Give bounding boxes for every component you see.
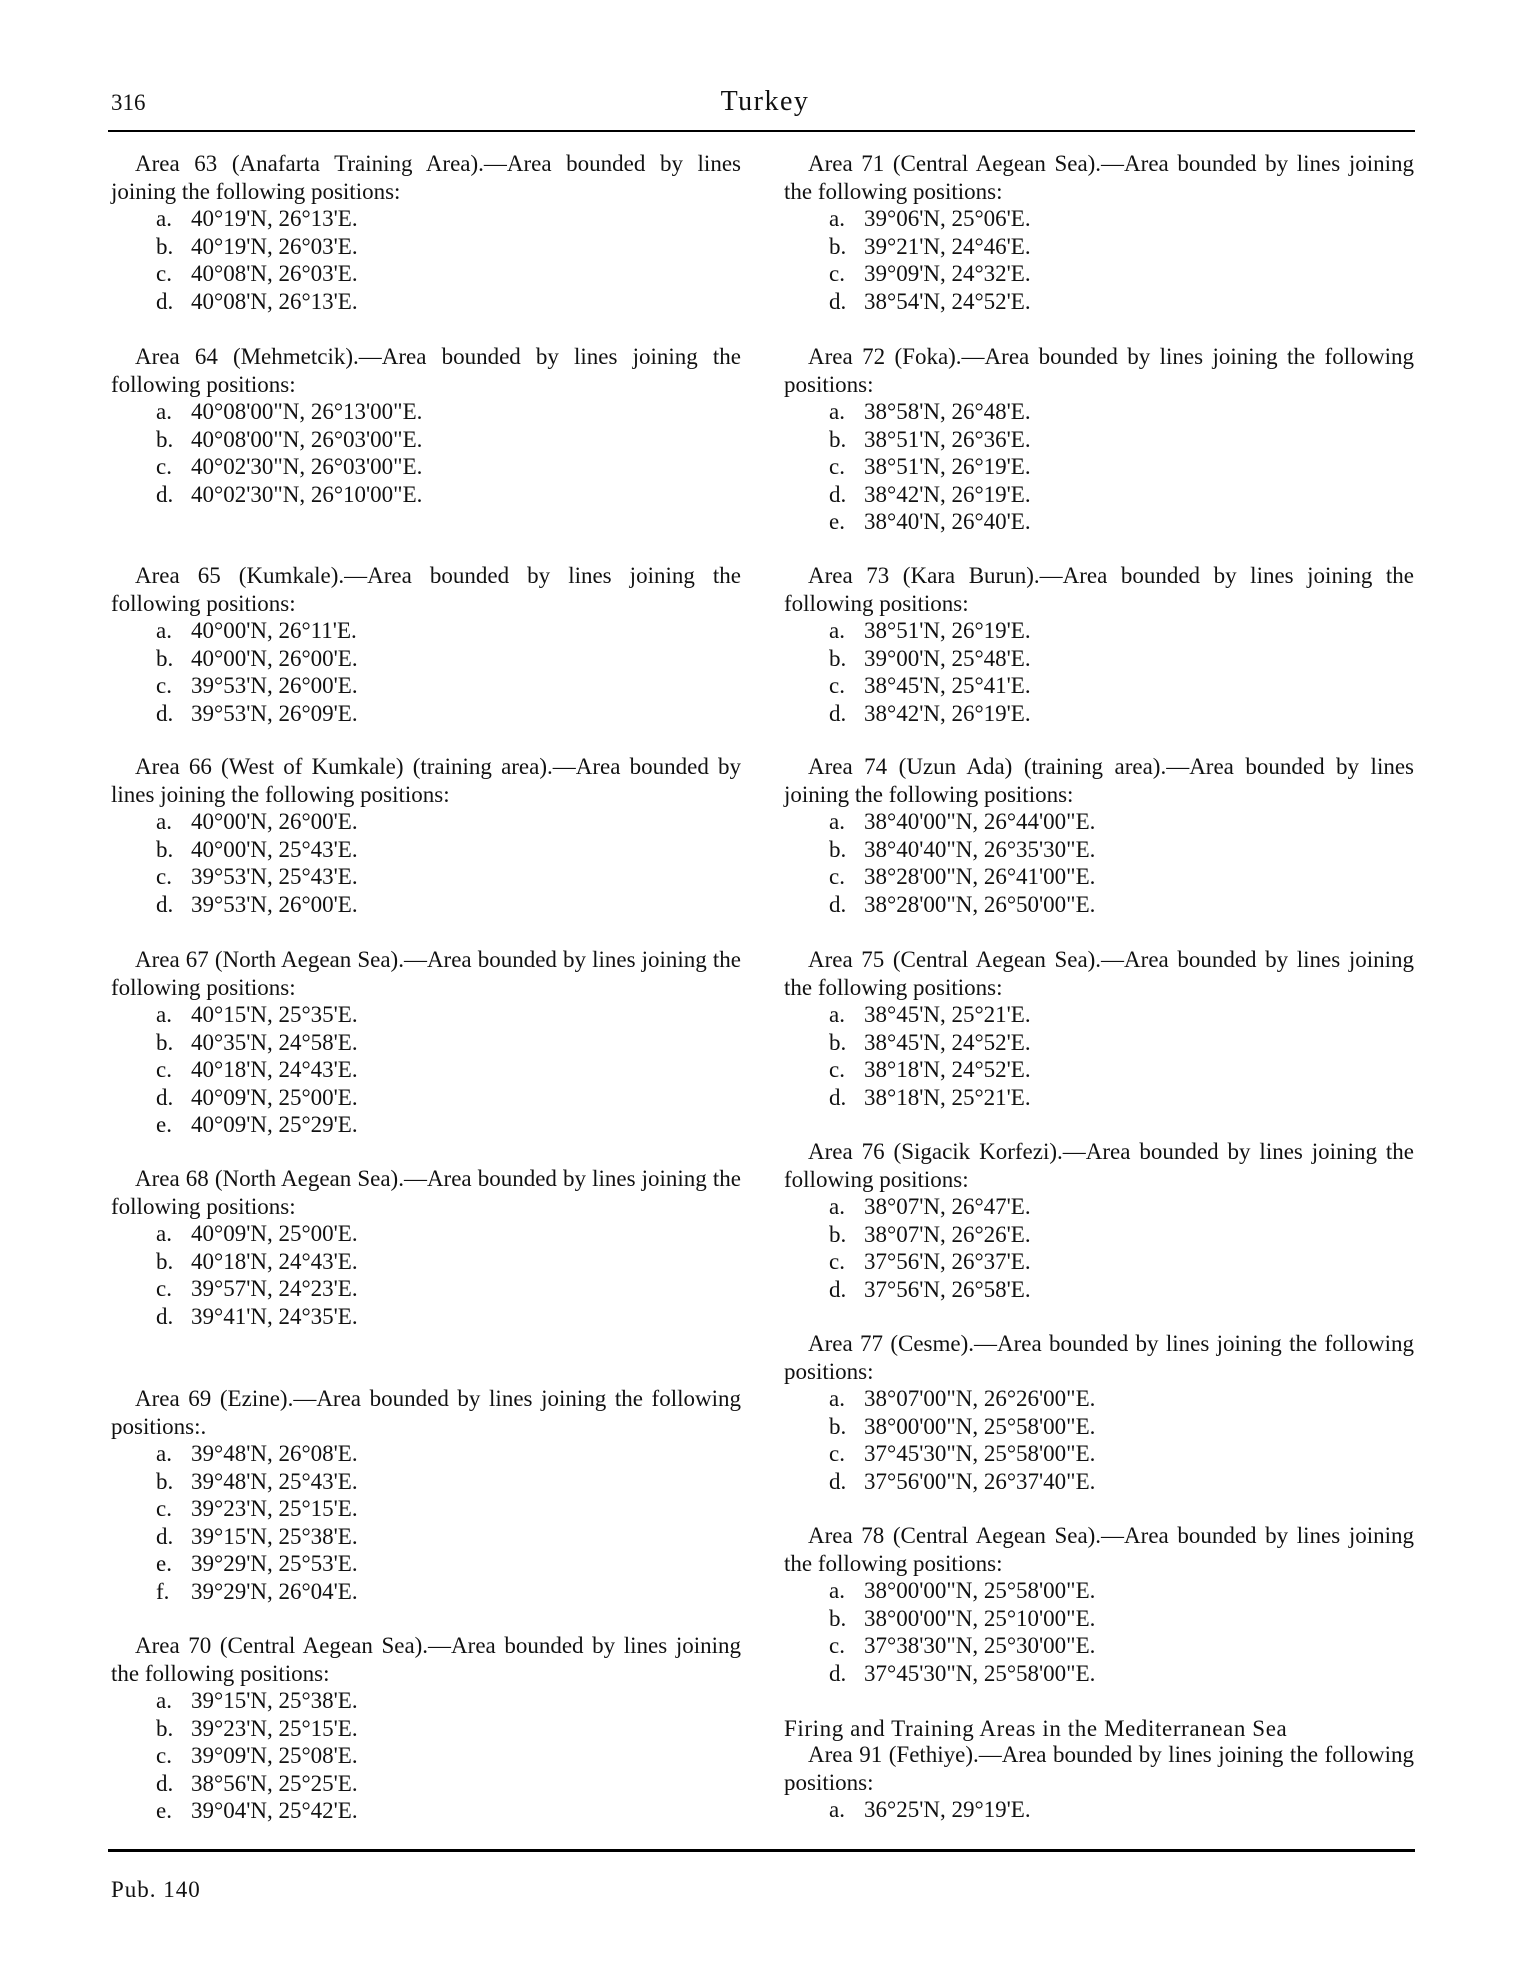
- position-coordinates: 38°00'00"N, 25°10'00"E.: [864, 1605, 1096, 1631]
- area-entry: [784, 1138, 1414, 1303]
- area-description: Area 77 (Cesme).—Area bounded by lines joining the following positions:: [784, 1331, 1414, 1384]
- position-coordinates: 38°51'N, 26°19'E.: [864, 454, 1031, 479]
- position-item: [784, 617, 1414, 645]
- position-item: [784, 1632, 1414, 1660]
- area-entry: [784, 946, 1414, 1111]
- position-label: e.: [156, 1798, 172, 1823]
- position-item: [111, 1687, 741, 1715]
- position-item: [111, 1797, 741, 1825]
- position-item: [111, 453, 741, 481]
- position-coordinates: 38°07'N, 26°47'E.: [864, 1194, 1031, 1219]
- area-description: Area 72 (Foka).—Area bounded by lines joining the following positions:: [784, 344, 1414, 397]
- position-item: [111, 1468, 741, 1496]
- position-item: [784, 508, 1414, 536]
- position-label: c.: [156, 1496, 172, 1521]
- position-coordinates: 40°15'N, 25°35'E.: [191, 1002, 358, 1027]
- area-description: Area 69 (Ezine).—Area bounded by lines joining the following positions:.: [111, 1386, 741, 1439]
- position-item: [111, 398, 741, 426]
- position-label: d.: [156, 1084, 174, 1110]
- position-coordinates: 39°09'N, 25°08'E.: [191, 1743, 358, 1768]
- position-coordinates: 39°00'N, 25°48'E.: [864, 645, 1031, 671]
- position-coordinates: 40°00'N, 26°11'E.: [191, 618, 357, 643]
- position-item: [111, 1303, 741, 1331]
- position-item: [784, 398, 1414, 426]
- position-coordinates: 38°07'00"N, 26°26'00"E.: [864, 1386, 1096, 1411]
- position-label: b.: [156, 836, 174, 862]
- position-item: [111, 1550, 741, 1578]
- position-item: [111, 700, 741, 728]
- position-label: b.: [829, 645, 847, 671]
- position-label: b.: [829, 1221, 847, 1247]
- position-coordinates: 40°18'N, 24°43'E.: [191, 1057, 358, 1082]
- position-item: [784, 1413, 1414, 1441]
- position-label: a.: [829, 618, 845, 643]
- position-item: [111, 645, 741, 673]
- area-description: Area 71 (Central Aegean Sea).—Area bounded by lines joining the following positions:: [784, 151, 1414, 204]
- position-coordinates: 38°00'00"N, 25°58'00"E.: [864, 1578, 1096, 1603]
- position-item: [111, 1275, 741, 1303]
- area-entry: [784, 753, 1414, 918]
- position-coordinates: 39°15'N, 25°38'E.: [191, 1523, 358, 1549]
- position-label: b.: [829, 426, 847, 452]
- position-item: [111, 1715, 741, 1743]
- position-item: [784, 1660, 1414, 1688]
- position-item: [784, 481, 1414, 509]
- position-label: e.: [156, 1551, 172, 1576]
- header-rule: [108, 130, 1415, 132]
- position-label: a.: [829, 206, 845, 231]
- position-item: [111, 1440, 741, 1468]
- position-item: [111, 205, 741, 233]
- position-label: c.: [829, 1633, 845, 1658]
- position-coordinates: 40°00'N, 26°00'E.: [191, 809, 358, 834]
- position-item: [784, 233, 1414, 261]
- area-description: Area 66 (West of Kumkale) (training area).—Area bounded by lines joining the following positions:: [111, 754, 741, 807]
- position-label: c.: [829, 261, 845, 286]
- area-entry: [784, 1522, 1414, 1687]
- position-label: b.: [829, 1029, 847, 1055]
- position-item: [784, 1577, 1414, 1605]
- position-item: [784, 1248, 1414, 1276]
- position-label: c.: [829, 1249, 845, 1274]
- position-item: [784, 836, 1414, 864]
- position-coordinates: 39°21'N, 24°46'E.: [864, 233, 1031, 259]
- position-item: [111, 1248, 741, 1276]
- position-coordinates: 38°28'00"N, 26°41'00"E.: [864, 864, 1096, 889]
- position-label: b.: [156, 1029, 174, 1055]
- position-item: [111, 1742, 741, 1770]
- position-item: [111, 1084, 741, 1112]
- position-label: a.: [829, 1578, 845, 1603]
- position-coordinates: 40°08'00"N, 26°13'00"E.: [191, 399, 423, 424]
- position-item: [111, 260, 741, 288]
- position-label: c.: [829, 1441, 845, 1466]
- area-entry: [111, 946, 741, 1139]
- position-label: b.: [829, 1605, 847, 1631]
- position-label: c.: [156, 1276, 172, 1301]
- position-coordinates: 39°48'N, 25°43'E.: [191, 1468, 358, 1494]
- area-entry: [784, 150, 1414, 315]
- area-entry: [784, 343, 1414, 536]
- area-entry: [111, 1165, 741, 1330]
- position-item: [111, 1578, 741, 1606]
- area-description: Area 73 (Kara Burun).—Area bounded by lines joining the following positions:: [784, 563, 1414, 616]
- position-label: a.: [156, 809, 172, 834]
- position-coordinates: 38°58'N, 26°48'E.: [864, 399, 1031, 424]
- position-coordinates: 39°53'N, 25°43'E.: [191, 864, 358, 889]
- area-entry: [784, 1330, 1414, 1495]
- position-coordinates: 38°45'N, 25°41'E.: [864, 673, 1031, 698]
- position-label: c.: [156, 1057, 172, 1082]
- position-coordinates: 38°42'N, 26°19'E.: [864, 700, 1031, 726]
- position-label: d.: [156, 1770, 174, 1796]
- position-item: [111, 891, 741, 919]
- position-label: b.: [156, 233, 174, 259]
- position-item: [111, 1770, 741, 1798]
- position-label: d.: [156, 891, 174, 917]
- position-item: [111, 672, 741, 700]
- position-item: [784, 260, 1414, 288]
- position-label: b.: [829, 1413, 847, 1439]
- position-label: d.: [156, 1303, 174, 1329]
- publication-label: Pub. 140: [111, 1877, 201, 1902]
- page-title: Turkey: [720, 86, 810, 117]
- position-label: e.: [156, 1112, 172, 1137]
- position-label: a.: [829, 1002, 845, 1027]
- position-item: [784, 700, 1414, 728]
- position-label: c.: [829, 454, 845, 479]
- position-item: [784, 1193, 1414, 1221]
- position-coordinates: 39°53'N, 26°09'E.: [191, 700, 358, 726]
- position-coordinates: 39°04'N, 25°42'E.: [191, 1798, 358, 1823]
- position-coordinates: 37°56'00"N, 26°37'40"E.: [864, 1468, 1096, 1494]
- position-label: a.: [829, 1797, 845, 1822]
- position-label: d.: [156, 481, 174, 507]
- position-item: [784, 863, 1414, 891]
- position-coordinates: 39°41'N, 24°35'E.: [191, 1303, 358, 1329]
- position-label: c.: [156, 673, 172, 698]
- position-item: [111, 426, 741, 454]
- position-label: d.: [829, 700, 847, 726]
- position-label: c.: [156, 454, 172, 479]
- position-coordinates: 39°23'N, 25°15'E.: [191, 1715, 358, 1741]
- area-entry: [111, 150, 741, 315]
- area-description: Area 67 (North Aegean Sea).—Area bounded by lines joining the following positions:: [111, 947, 741, 1000]
- position-item: [111, 1495, 741, 1523]
- position-coordinates: 39°53'N, 26°00'E.: [191, 673, 358, 698]
- position-coordinates: 37°38'30"N, 25°30'00"E.: [864, 1633, 1096, 1658]
- position-coordinates: 38°18'N, 24°52'E.: [864, 1057, 1031, 1082]
- position-coordinates: 39°48'N, 26°08'E.: [191, 1441, 358, 1466]
- position-label: d.: [156, 1523, 174, 1549]
- position-label: a.: [829, 399, 845, 424]
- position-item: [784, 1385, 1414, 1413]
- position-coordinates: 38°51'N, 26°36'E.: [864, 426, 1031, 452]
- position-label: b.: [829, 836, 847, 862]
- area-description: Area 78 (Central Aegean Sea).—Area bounded by lines joining the following positions:: [784, 1523, 1414, 1576]
- position-coordinates: 39°06'N, 25°06'E.: [864, 206, 1031, 231]
- area-description: Area 74 (Uzun Ada) (training area).—Area bounded by lines joining the following positions:: [784, 754, 1414, 807]
- area-description: Area 70 (Central Aegean Sea).—Area bounded by lines joining the following positions:: [111, 1633, 741, 1686]
- position-item: [784, 288, 1414, 316]
- position-label: d.: [829, 891, 847, 917]
- position-item: [111, 808, 741, 836]
- position-label: a.: [829, 1386, 845, 1411]
- position-item: [111, 1523, 741, 1551]
- position-label: b.: [156, 645, 174, 671]
- position-coordinates: 40°08'00"N, 26°03'00"E.: [191, 426, 423, 452]
- position-coordinates: 40°02'30"N, 26°10'00"E.: [191, 481, 423, 507]
- position-item: [784, 1276, 1414, 1304]
- position-label: d.: [829, 1084, 847, 1110]
- area-entry: [111, 343, 741, 508]
- position-item: [784, 645, 1414, 673]
- area-description: Area 63 (Anafarta Training Area).—Area bounded by lines joining the following positions:: [111, 151, 741, 204]
- position-item: [111, 1220, 741, 1248]
- position-label: a.: [156, 1441, 172, 1466]
- position-label: b.: [156, 1248, 174, 1274]
- position-coordinates: 38°51'N, 26°19'E.: [864, 618, 1031, 643]
- position-label: a.: [829, 1194, 845, 1219]
- position-coordinates: 40°19'N, 26°03'E.: [191, 233, 358, 259]
- position-coordinates: 38°42'N, 26°19'E.: [864, 481, 1031, 507]
- section-heading: Firing and Training Areas in the Mediterranean Sea: [784, 1716, 1288, 1741]
- position-label: b.: [156, 426, 174, 452]
- position-label: b.: [829, 233, 847, 259]
- position-label: a.: [156, 206, 172, 231]
- position-coordinates: 40°19'N, 26°13'E.: [191, 206, 358, 231]
- position-coordinates: 38°18'N, 25°21'E.: [864, 1084, 1031, 1110]
- position-item: [784, 1001, 1414, 1029]
- position-label: c.: [829, 864, 845, 889]
- position-item: [784, 1056, 1414, 1084]
- position-coordinates: 39°09'N, 24°32'E.: [864, 261, 1031, 286]
- position-coordinates: 40°02'30"N, 26°03'00"E.: [191, 454, 423, 479]
- position-coordinates: 40°09'N, 25°00'E.: [191, 1221, 358, 1246]
- position-label: a.: [156, 618, 172, 643]
- area-entry: [111, 1632, 741, 1825]
- position-coordinates: 39°57'N, 24°23'E.: [191, 1276, 358, 1301]
- position-item: [784, 205, 1414, 233]
- position-coordinates: 36°25'N, 29°19'E.: [864, 1797, 1031, 1822]
- position-label: c.: [156, 261, 172, 286]
- position-item: [111, 617, 741, 645]
- position-item: [111, 233, 741, 261]
- position-coordinates: 40°09'N, 25°29'E.: [191, 1112, 358, 1137]
- area-entry: [111, 562, 741, 727]
- position-coordinates: 39°29'N, 26°04'E.: [191, 1578, 358, 1604]
- position-label: d.: [156, 288, 174, 314]
- page-number: 316: [111, 90, 146, 115]
- position-label: c.: [156, 864, 172, 889]
- position-coordinates: 40°08'N, 26°13'E.: [191, 288, 358, 314]
- position-label: a.: [156, 399, 172, 424]
- position-label: d.: [829, 1660, 847, 1686]
- position-item: [784, 1440, 1414, 1468]
- area-description: Area 75 (Central Aegean Sea).—Area bounded by lines joining the following positions:: [784, 947, 1414, 1000]
- position-label: a.: [156, 1002, 172, 1027]
- area-entry: [111, 753, 741, 918]
- position-item: [784, 1084, 1414, 1112]
- position-item: [784, 1029, 1414, 1057]
- position-item: [784, 1468, 1414, 1496]
- position-label: d.: [829, 1468, 847, 1494]
- position-coordinates: 37°45'30"N, 25°58'00"E.: [864, 1660, 1096, 1686]
- position-coordinates: 40°00'N, 25°43'E.: [191, 836, 358, 862]
- position-label: d.: [829, 288, 847, 314]
- position-coordinates: 38°40'N, 26°40'E.: [864, 509, 1031, 534]
- position-item: [784, 891, 1414, 919]
- position-coordinates: 37°45'30"N, 25°58'00"E.: [864, 1441, 1096, 1466]
- position-item: [111, 1056, 741, 1084]
- position-item: [784, 672, 1414, 700]
- position-coordinates: 40°00'N, 26°00'E.: [191, 645, 358, 671]
- position-coordinates: 39°15'N, 25°38'E.: [191, 1688, 358, 1713]
- area-description: Area 91 (Fethiye).—Area bounded by lines joining the following positions:: [784, 1742, 1414, 1795]
- area-description: Area 68 (North Aegean Sea).—Area bounded by lines joining the following positions:: [111, 1166, 741, 1219]
- position-coordinates: 38°40'40"N, 26°35'30"E.: [864, 836, 1096, 862]
- position-label: a.: [156, 1221, 172, 1246]
- position-item: [111, 836, 741, 864]
- position-coordinates: 39°53'N, 26°00'E.: [191, 891, 358, 917]
- position-label: d.: [829, 481, 847, 507]
- position-coordinates: 38°56'N, 25°25'E.: [191, 1770, 358, 1796]
- position-item: [784, 1221, 1414, 1249]
- position-coordinates: 40°08'N, 26°03'E.: [191, 261, 358, 286]
- area-entry: [111, 1385, 741, 1605]
- area-entry: [784, 562, 1414, 727]
- area-description: Area 76 (Sigacik Korfezi).—Area bounded by lines joining the following positions:: [784, 1139, 1414, 1192]
- position-item: [111, 863, 741, 891]
- position-item: [111, 1001, 741, 1029]
- position-item: [784, 1796, 1414, 1824]
- position-item: [111, 481, 741, 509]
- position-label: a.: [829, 809, 845, 834]
- position-coordinates: 40°18'N, 24°43'E.: [191, 1248, 358, 1274]
- position-coordinates: 38°45'N, 25°21'E.: [864, 1002, 1031, 1027]
- position-coordinates: 39°23'N, 25°15'E.: [191, 1496, 358, 1521]
- position-coordinates: 37°56'N, 26°37'E.: [864, 1249, 1031, 1274]
- position-label: b.: [156, 1468, 174, 1494]
- area-description: Area 64 (Mehmetcik).—Area bounded by lines joining the following positions:: [111, 344, 741, 397]
- position-item: [111, 1029, 741, 1057]
- position-item: [784, 808, 1414, 836]
- position-coordinates: 38°00'00"N, 25°58'00"E.: [864, 1413, 1096, 1439]
- area-entry: [784, 1741, 1414, 1824]
- position-item: [784, 1605, 1414, 1633]
- position-label: f.: [156, 1578, 170, 1604]
- area-description: Area 65 (Kumkale).—Area bounded by lines joining the following positions:: [111, 563, 741, 616]
- position-coordinates: 40°35'N, 24°58'E.: [191, 1029, 358, 1055]
- position-item: [111, 288, 741, 316]
- position-item: [111, 1111, 741, 1139]
- position-label: e.: [829, 509, 845, 534]
- position-coordinates: 38°40'00"N, 26°44'00"E.: [864, 809, 1096, 834]
- position-label: d.: [829, 1276, 847, 1302]
- position-coordinates: 40°09'N, 25°00'E.: [191, 1084, 358, 1110]
- position-label: c.: [156, 1743, 172, 1768]
- position-coordinates: 38°07'N, 26°26'E.: [864, 1221, 1031, 1247]
- position-item: [784, 426, 1414, 454]
- position-coordinates: 37°56'N, 26°58'E.: [864, 1276, 1031, 1302]
- position-coordinates: 38°54'N, 24°52'E.: [864, 288, 1031, 314]
- position-coordinates: 39°29'N, 25°53'E.: [191, 1551, 358, 1576]
- position-coordinates: 38°28'00"N, 26°50'00"E.: [864, 891, 1096, 917]
- position-label: b.: [156, 1715, 174, 1741]
- position-item: [784, 453, 1414, 481]
- position-label: d.: [156, 700, 174, 726]
- position-label: c.: [829, 1057, 845, 1082]
- position-label: a.: [156, 1688, 172, 1713]
- position-label: c.: [829, 673, 845, 698]
- footer-rule: [108, 1849, 1415, 1852]
- position-coordinates: 38°45'N, 24°52'E.: [864, 1029, 1031, 1055]
